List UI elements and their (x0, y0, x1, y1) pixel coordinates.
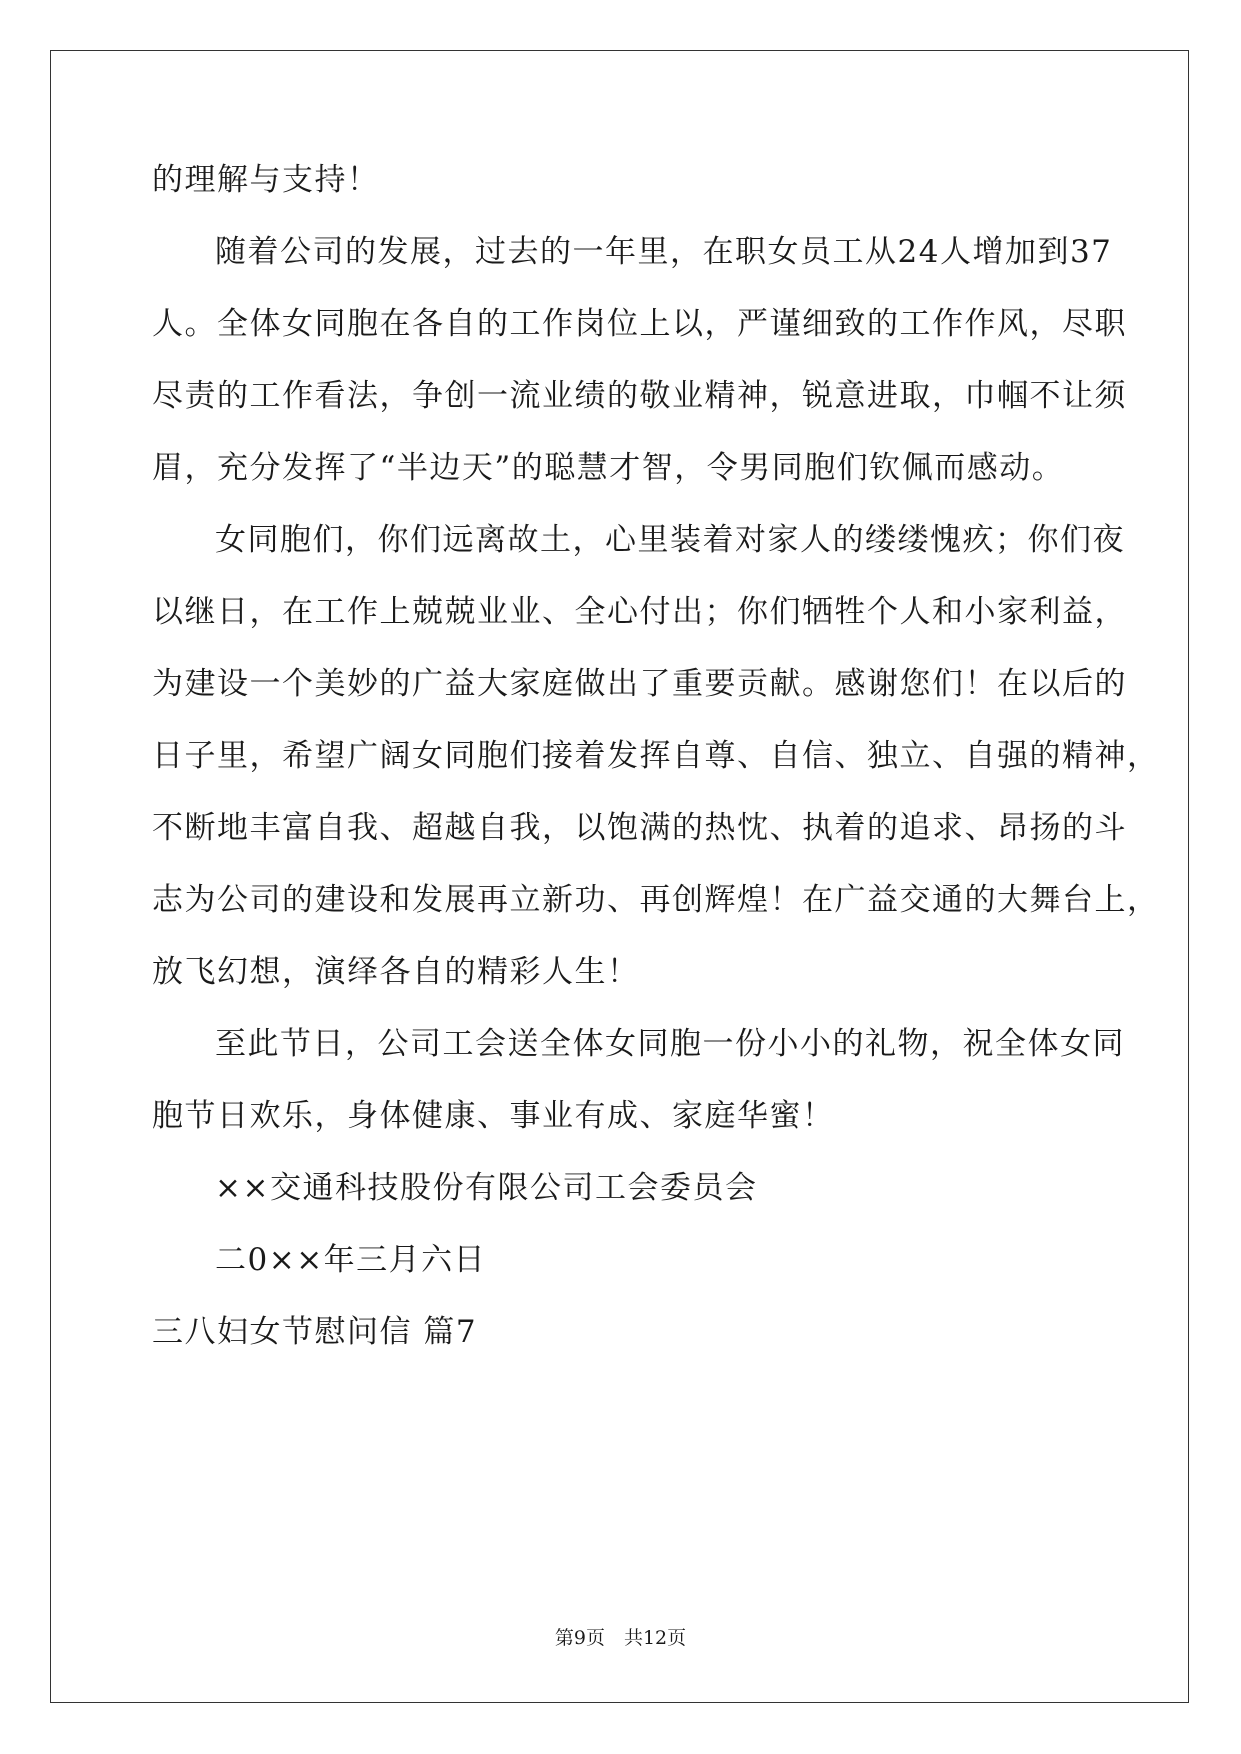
text-line: 胞节日欢乐，身体健康、事业有成、家庭华蜜！ (152, 1098, 835, 1134)
page-border (50, 50, 1189, 1703)
text-line: 为建设一个美妙的广益大家庭做出了重要贡献。感谢您们！在以后的 (152, 666, 1127, 702)
text-line: 志为公司的建设和发展再立新功、再创辉煌！在广益交通的大舞台上， (152, 882, 1160, 918)
section-heading: 三八妇女节慰问信 篇7 (152, 1314, 478, 1350)
paragraph-start-line: 女同胞们，你们远离故土，心里装着对家人的缕缕愧疚；你们夜 (215, 522, 1125, 558)
text-line: 不断地丰富自我、超越自我，以饱满的热忱、执着的追求、昂扬的斗 (152, 810, 1127, 846)
paragraph-start-line: 随着公司的发展，过去的一年里，在职女员工从24人增加到37 (215, 234, 1113, 270)
text-line: 人。全体女同胞在各自的工作岗位上以，严谨细致的工作作风，尽职 (152, 306, 1127, 342)
text-line: 尽责的工作看法，争创一流业绩的敬业精神，锐意进取，巾帼不让须 (152, 378, 1127, 414)
paragraph-start-line: 至此节日，公司工会送全体女同胞一份小小的礼物，祝全体女同 (215, 1026, 1125, 1062)
text-line: 日子里，希望广阔女同胞们接着发挥自尊、自信、独立、自强的精神， (152, 738, 1160, 774)
text-line: 放飞幻想，演绎各自的精彩人生！ (152, 954, 640, 990)
signature-date: 二0××年三月六日 (215, 1242, 487, 1278)
text-line: 的理解与支持！ (152, 162, 380, 198)
text-line: 以继日，在工作上兢兢业业、全心付出；你们牺牲个人和小家利益， (152, 594, 1127, 630)
page-number-footer: 第9页 共12页 (554, 1627, 687, 1649)
signature-organization: ××交通科技股份有限公司工会委员会 (215, 1170, 758, 1206)
text-line: 眉，充分发挥了“半边天”的聪慧才智，令男同胞们钦佩而感动。 (152, 450, 1065, 486)
